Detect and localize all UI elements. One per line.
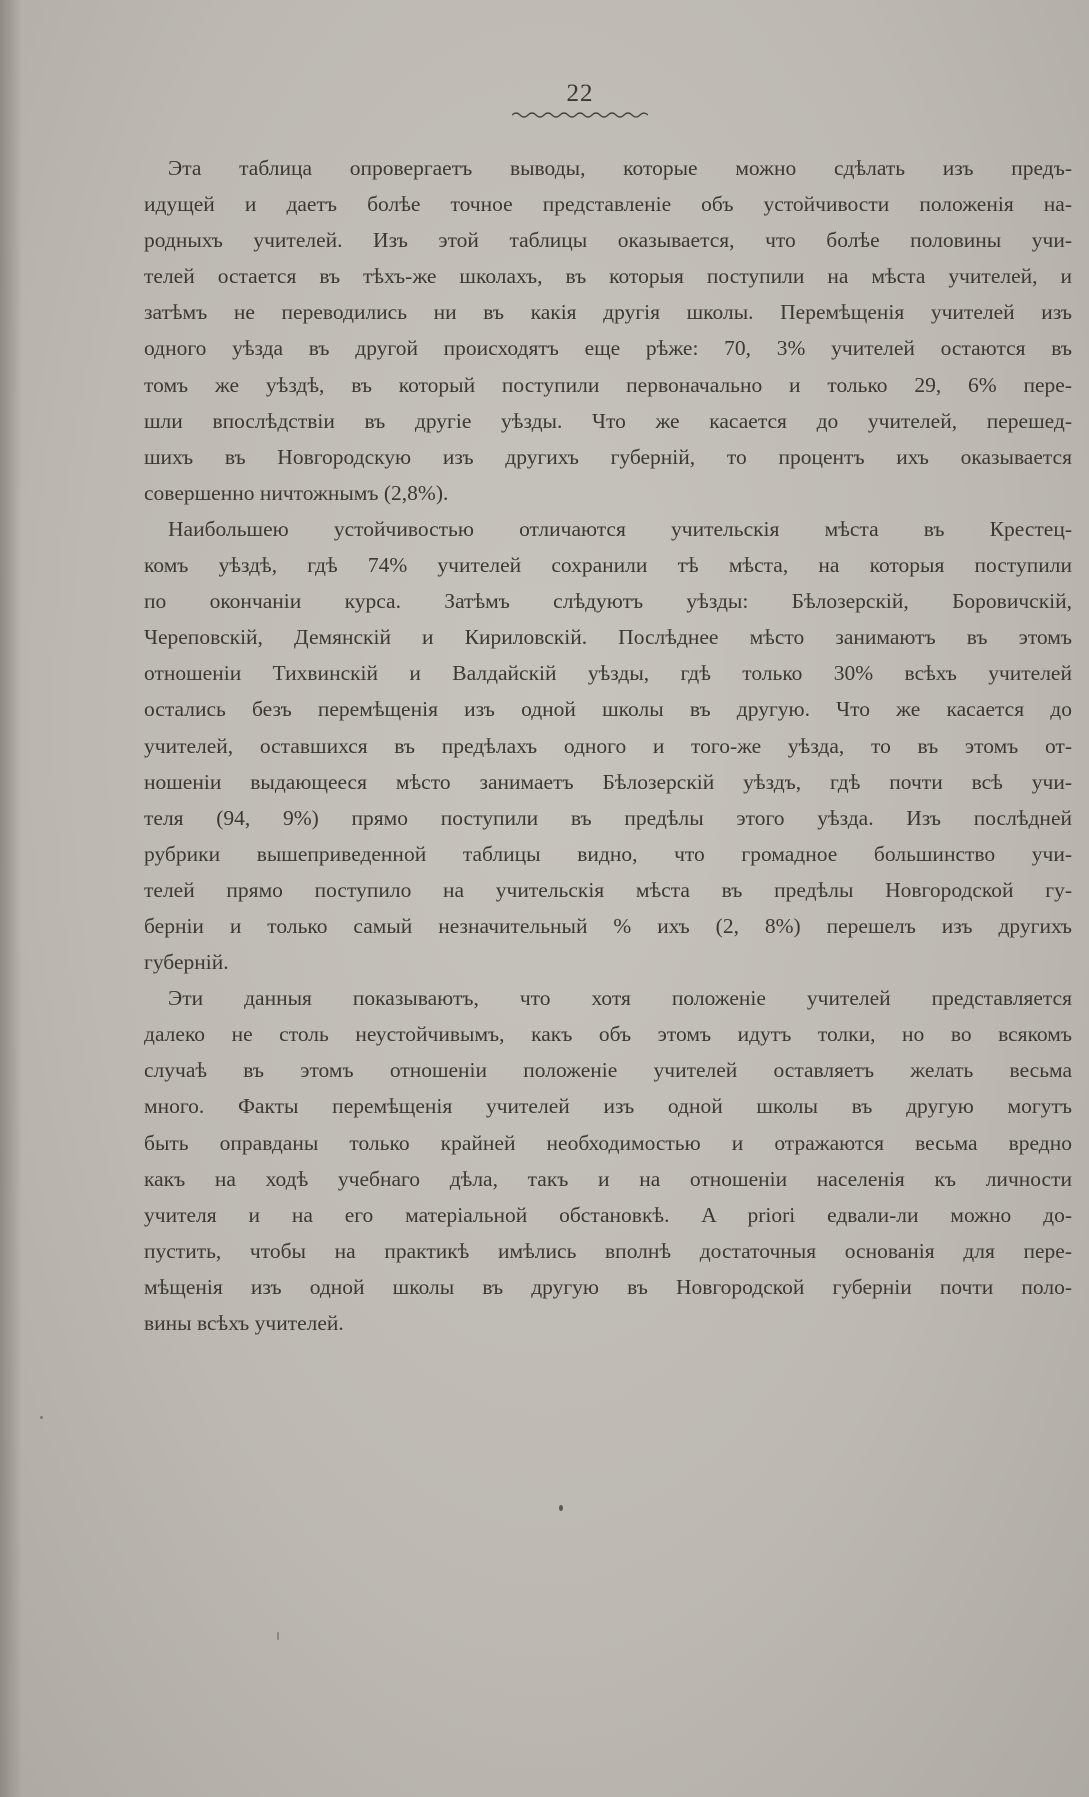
text-line: какъ на ходѣ учебнаго дѣла, такъ и на отношеніи населенія къ личности: [144, 1166, 1072, 1191]
text-line: ношеніи выдающееся мѣсто занимаетъ Бѣлозерскій уѣздъ, гдѣ почти всѣ учи-: [144, 769, 1072, 794]
body-text: [144, 150, 1072, 1341]
paper-speck: [40, 1416, 43, 1419]
text-line: комъ уѣздѣ, гдѣ 74% учителей сохранили тѣ мѣста, на которыя поступили: [144, 553, 1072, 578]
text-line: вины всѣхъ учителей.: [144, 1311, 344, 1335]
text-line: много. Факты перемѣщенія учителей изъ одной школы въ другую могутъ: [144, 1094, 1072, 1119]
paragraph: [144, 980, 1072, 1341]
text-line: одного уѣзда въ другой происходятъ еще рѣже: 70, 3% учителей остаются въ: [144, 336, 1072, 361]
paper-speck: [559, 1505, 563, 1511]
text-line: Череповскій, Демянскій и Кириловскій. Послѣднее мѣсто занимаютъ въ этомъ: [144, 625, 1072, 650]
text-line: Наибольшею устойчивостью отличаются учительскія мѣста въ Крестец-: [168, 516, 1072, 541]
paragraph: [144, 150, 1072, 511]
text-line: по окончаніи курса. Затѣмъ слѣдуютъ уѣзды: Бѣлозерскій, Боровичскій,: [144, 589, 1072, 614]
text-line: родныхъ учителей. Изъ этой таблицы оказывается, что болѣе половины учи-: [144, 228, 1072, 253]
text-line: томъ же уѣздѣ, въ который поступили первоначально и только 29, 6% пере-: [144, 372, 1072, 397]
text-line: далеко не столь неустойчивымъ, какъ объ этомъ идутъ толки, но во всякомъ: [144, 1022, 1072, 1047]
text-line: рубрики вышеприведенной таблицы видно, что громадное большинство учи-: [144, 841, 1072, 866]
text-line: шли впослѣдствіи въ другіе уѣзды. Что же касается до учителей, перешед-: [144, 408, 1072, 433]
text-line: пустить, чтобы на практикѣ имѣлись вполнѣ достаточныя основанія для пере-: [144, 1238, 1072, 1263]
text-line: Эта таблица опровергаетъ выводы, которые можно сдѣлать изъ предъ-: [168, 156, 1072, 180]
text-line: мѣщенія изъ одной школы въ другую въ Новгородской губерніи почти поло-: [144, 1274, 1072, 1299]
text-line: остались безъ перемѣщенія изъ одной школы въ другую. Что же касается до: [144, 697, 1072, 722]
text-line: совершенно ничтожнымъ (2,8%).: [144, 480, 449, 505]
paragraph: [144, 511, 1072, 980]
text-line: шихъ въ Новгородскую изъ другихъ губерній, то процентъ ихъ оказывается: [144, 444, 1072, 469]
text-line: телей остается въ тѣхъ-же школахъ, въ которыя поступили на мѣста учителей, и: [144, 264, 1072, 289]
text-line: губерній.: [144, 950, 229, 975]
page-number: 22: [566, 80, 594, 107]
text-line: учителя и на его матеріальной обстановкѣ. A priori едвали-ли можно до-: [144, 1202, 1072, 1227]
text-line: идущей и даетъ болѣе точное представленіе объ устойчивости положенія на-: [144, 192, 1072, 217]
text-line: телей прямо поступило на учительскія мѣста въ предѣлы Новгородской гу-: [144, 877, 1072, 902]
text-line: теля (94, 9%) прямо поступили въ предѣлы этого уѣзда. Изъ послѣдней: [144, 805, 1072, 830]
wavy-ornament: [512, 110, 648, 120]
text-line: учителей, оставшихся въ предѣлахъ одного и того-же уѣзда, то въ этомъ от-: [144, 733, 1072, 758]
page-edge-shadow: [0, 0, 22, 1797]
paper-speck: [277, 1632, 279, 1640]
text-line: случаѣ въ этомъ отношеніи положеніе учителей оставляетъ желать весьма: [144, 1058, 1072, 1083]
text-line: затѣмъ не переводились ни въ какія другія школы. Перемѣщенія учителей изъ: [144, 300, 1072, 325]
text-line: берніи и только самый незначительный % ихъ (2, 8%) перешелъ изъ другихъ: [144, 913, 1072, 938]
text-line: отношеніи Тихвинскій и Валдайскій уѣзды, гдѣ только 30% всѣхъ учителей: [144, 661, 1072, 686]
text-line: Эти данныя показываютъ, что хотя положеніе учителей представляется: [168, 986, 1072, 1011]
text-line: быть оправданы только крайней необходимостью и отражаются весьма вредно: [144, 1130, 1072, 1155]
